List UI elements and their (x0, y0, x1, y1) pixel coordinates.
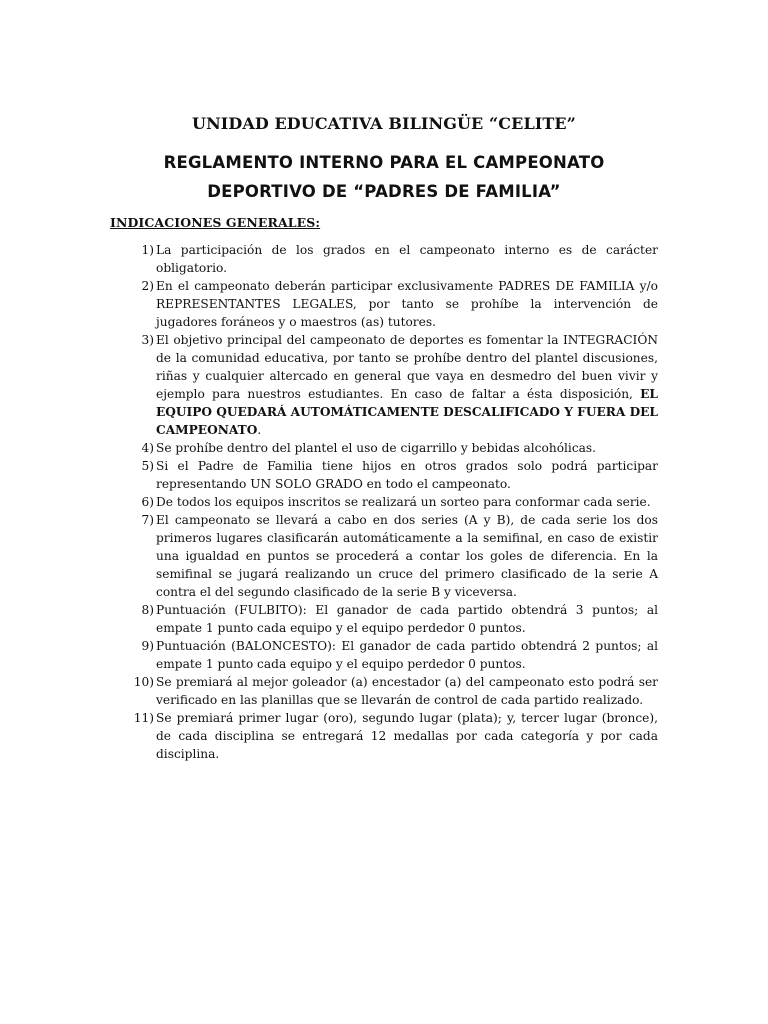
rules-title (110, 148, 658, 206)
list-item (110, 331, 658, 439)
list-item (110, 439, 658, 457)
rule-number: 7) (141, 513, 154, 527)
list-item (110, 601, 658, 637)
list-item (110, 241, 658, 277)
rule-text-bold: EL EQUIPO QUEDARÁ AUTOMÁTICAMENTE DESCALIFICADO Y FUERA DEL CAMPEONATO (156, 387, 658, 437)
rule-text: Si el Padre de Familia tiene hijos en otros grados solo podrá participar representando UN SOLO GRADO en todo el campeonato. (156, 459, 658, 491)
rule-text-after: . (257, 423, 262, 437)
rule-number: 5) (141, 459, 154, 473)
section-heading: INDICACIONES GENERALES: (110, 215, 321, 230)
rule-text: Se prohíbe dentro del plantel el uso de cigarrillo y bebidas alcohólicas. (156, 441, 597, 455)
rule-text: En el campeonato deberán participar exclusivamente PADRES DE FAMILIA y/o REPRESENTANTES LEGALES, por tanto se prohíbe la intervención de jugadores foráneos y o maestros (as) tutores. (156, 279, 658, 329)
list-item (110, 709, 658, 763)
rule-text-wrapper (156, 331, 658, 439)
rule-text: Se premiará al mejor goleador (a) encestador (a) del campeonato esto podrá ser verificado en las planillas que se llevarán de control de cada partido realizado. (156, 675, 658, 707)
rule-text: Puntuación (FULBITO): El ganador de cada partido obtendrá 3 puntos; al empate 1 punto cada equipo y el equipo perdedor 0 puntos. (156, 603, 658, 635)
list-item (110, 511, 658, 601)
rule-number: 11) (133, 711, 154, 725)
rule-number: 9) (141, 639, 154, 653)
list-item (110, 277, 658, 331)
rule-number: 4) (141, 441, 154, 455)
list-item (110, 673, 658, 709)
rules-title-line2: DEPORTIVO DE “PADRES DE FAMILIA” (207, 182, 561, 201)
list-item (110, 457, 658, 493)
rule-text: La participación de los grados en el campeonato interno es de carácter obligatorio. (156, 243, 658, 275)
rule-text: El campeonato se llevará a cabo en dos series (A y B), de cada serie los dos primeros lugares clasificarán automáticamente a la semifinal, en caso de existir una igualdad en puntos se procederá a contar los goles de diferencia. En la semifinal se jugará realizando un cruce del primero clasificado de la serie A contra el del segundo clasificado de la serie B y viceversa. (156, 513, 658, 599)
rule-text: El objetivo principal del campeonato de deportes es fomentar la INTEGRACIÓN de la comunidad educativa, por tanto se prohíbe dentro del plantel discusiones, riñas y cualquier altercado en general que vaya en desmedro del buen vivir y ejemplo para nuestros estudiantes. En caso de faltar a ésta disposición, (156, 333, 658, 401)
list-item (110, 637, 658, 673)
rule-number: 1) (141, 243, 154, 257)
rule-number: 2) (141, 279, 154, 293)
rule-number: 10) (133, 675, 154, 689)
rule-text: Se premiará primer lugar (oro), segundo lugar (plata); y, tercer lugar (bronce), de cada disciplina se entregará 12 medallas por cada categoría y por cada disciplina. (156, 711, 658, 761)
rule-number: 6) (141, 495, 154, 509)
rule-number: 8) (141, 603, 154, 617)
rule-text: Puntuación (BALONCESTO): El ganador de cada partido obtendrá 2 puntos; al empate 1 punto cada equipo y el equipo perdedor 0 puntos. (156, 639, 658, 671)
rules-list (110, 241, 658, 763)
school-title: UNIDAD EDUCATIVA BILINGÜE “CELITE” (192, 114, 576, 133)
list-item (110, 493, 658, 511)
rule-text: De todos los equipos inscritos se realizará un sorteo para conformar cada serie. (156, 495, 651, 509)
rules-title-line1: REGLAMENTO INTERNO PARA EL CAMPEONATO (163, 153, 605, 172)
rule-number: 3) (141, 333, 154, 347)
